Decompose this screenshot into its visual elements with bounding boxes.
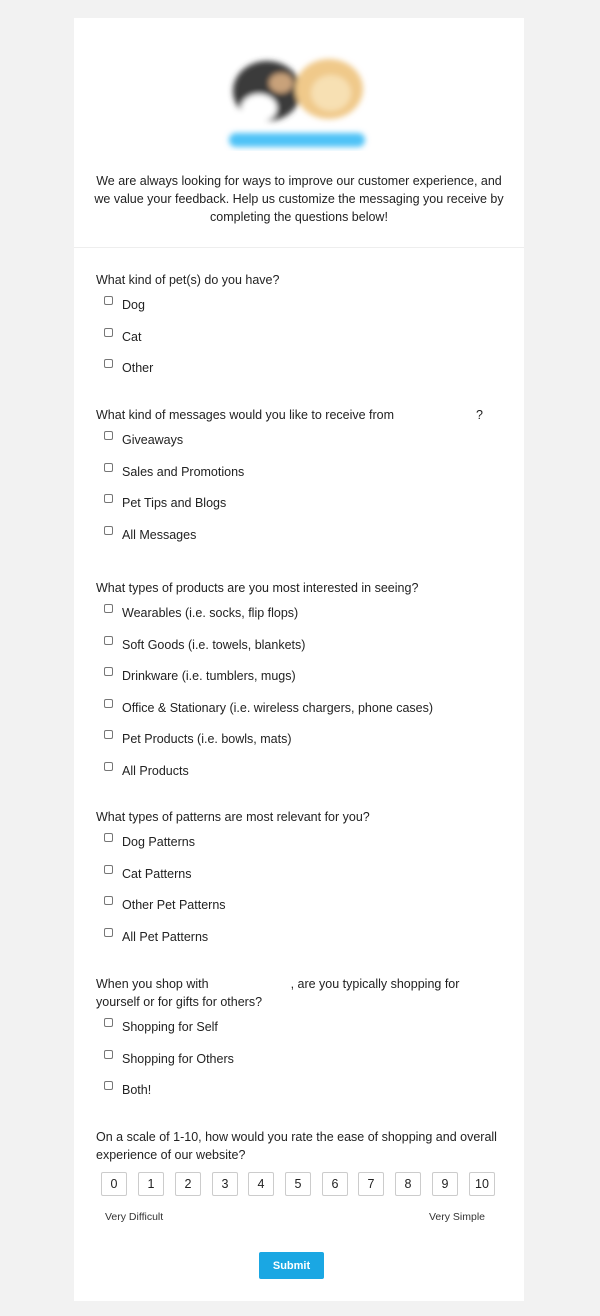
question-shopping-for bbox=[96, 975, 476, 1106]
checkbox[interactable] bbox=[104, 730, 113, 739]
option-all-patterns[interactable]: All Pet Patterns bbox=[96, 921, 506, 953]
checkbox[interactable] bbox=[104, 762, 113, 771]
option-office[interactable]: Office & Stationary (i.e. wireless chargers, phone cases) bbox=[96, 692, 506, 724]
question-messages bbox=[96, 406, 506, 550]
rating-6[interactable]: 6 bbox=[322, 1172, 348, 1196]
checkbox[interactable] bbox=[104, 865, 113, 874]
option-sales[interactable]: Sales and Promotions bbox=[96, 456, 506, 488]
question-products bbox=[96, 579, 506, 787]
option-other-patterns[interactable]: Other Pet Patterns bbox=[96, 889, 506, 921]
checkbox[interactable] bbox=[104, 431, 113, 440]
checkbox[interactable] bbox=[104, 928, 113, 937]
question-patterns bbox=[96, 808, 506, 952]
question-text: What kind of pet(s) do you have? bbox=[96, 273, 280, 287]
checkbox[interactable] bbox=[104, 699, 113, 708]
rating-9[interactable]: 9 bbox=[432, 1172, 458, 1196]
rating-3[interactable]: 3 bbox=[212, 1172, 238, 1196]
option-drinkware[interactable]: Drinkware (i.e. tumblers, mugs) bbox=[96, 660, 506, 692]
option-soft-goods[interactable]: Soft Goods (i.e. towels, blankets) bbox=[96, 629, 506, 661]
submit-button[interactable]: Submit bbox=[259, 1252, 324, 1279]
option-both[interactable]: Both! bbox=[96, 1074, 476, 1106]
checkbox[interactable] bbox=[104, 494, 113, 503]
checkbox[interactable] bbox=[104, 328, 113, 337]
rating-0[interactable]: 0 bbox=[101, 1172, 127, 1196]
option-all-messages[interactable]: All Messages bbox=[96, 519, 506, 551]
rating-1[interactable]: 1 bbox=[138, 1172, 164, 1196]
option-all-products[interactable]: All Products bbox=[96, 755, 506, 787]
option-cat-patterns[interactable]: Cat Patterns bbox=[96, 858, 506, 890]
option-self[interactable]: Shopping for Self bbox=[96, 1011, 476, 1043]
option-giveaways[interactable]: Giveaways bbox=[96, 424, 506, 456]
checkbox[interactable] bbox=[104, 896, 113, 905]
rating-4[interactable]: 4 bbox=[248, 1172, 274, 1196]
intro-text: We are always looking for ways to improve our customer experience, and we value your feedback. Help us customize the messaging you receive by completing the questions below! bbox=[94, 174, 504, 224]
rating-7[interactable]: 7 bbox=[358, 1172, 384, 1196]
checkbox[interactable] bbox=[104, 359, 113, 368]
checkbox[interactable] bbox=[104, 1050, 113, 1059]
question-pets bbox=[96, 271, 506, 384]
rating-5[interactable]: 5 bbox=[285, 1172, 311, 1196]
checkbox[interactable] bbox=[104, 604, 113, 613]
survey-header bbox=[74, 18, 524, 248]
option-dog-patterns[interactable]: Dog Patterns bbox=[96, 826, 506, 858]
question-text: When you shop with , are you typically shopping for yourself or for gifts for others? bbox=[96, 977, 460, 1009]
checkbox[interactable] bbox=[104, 1081, 113, 1090]
option-tips[interactable]: Pet Tips and Blogs bbox=[96, 487, 506, 519]
question-rating bbox=[96, 1128, 506, 1164]
checkbox[interactable] bbox=[104, 833, 113, 842]
rating-scale bbox=[100, 1172, 500, 1198]
scale-low-label: Very Difficult bbox=[105, 1211, 164, 1223]
checkbox[interactable] bbox=[104, 526, 113, 535]
scale-high-label: Very Simple bbox=[429, 1211, 486, 1223]
option-cat[interactable]: Cat bbox=[96, 321, 506, 353]
checkbox[interactable] bbox=[104, 296, 113, 305]
option-wearables[interactable]: Wearables (i.e. socks, flip flops) bbox=[96, 597, 506, 629]
question-text: On a scale of 1-10, how would you rate the ease of shopping and overall experience of our website? bbox=[96, 1130, 497, 1162]
question-text: What types of patterns are most relevant for you? bbox=[96, 810, 370, 824]
question-text: What types of products are you most interested in seeing? bbox=[96, 581, 419, 595]
checkbox[interactable] bbox=[104, 463, 113, 472]
checkbox[interactable] bbox=[104, 1018, 113, 1027]
option-other[interactable]: Other bbox=[96, 352, 506, 384]
option-others[interactable]: Shopping for Others bbox=[96, 1043, 476, 1075]
checkbox[interactable] bbox=[104, 636, 113, 645]
question-text: What kind of messages would you like to receive from ? bbox=[96, 408, 483, 422]
brand-logo-icon bbox=[219, 53, 375, 151]
survey-card bbox=[74, 18, 524, 1301]
checkbox[interactable] bbox=[104, 667, 113, 676]
rating-10[interactable]: 10 bbox=[469, 1172, 495, 1196]
option-dog[interactable]: Dog bbox=[96, 289, 506, 321]
rating-8[interactable]: 8 bbox=[395, 1172, 421, 1196]
rating-2[interactable]: 2 bbox=[175, 1172, 201, 1196]
option-pet-products[interactable]: Pet Products (i.e. bowls, mats) bbox=[96, 723, 506, 755]
